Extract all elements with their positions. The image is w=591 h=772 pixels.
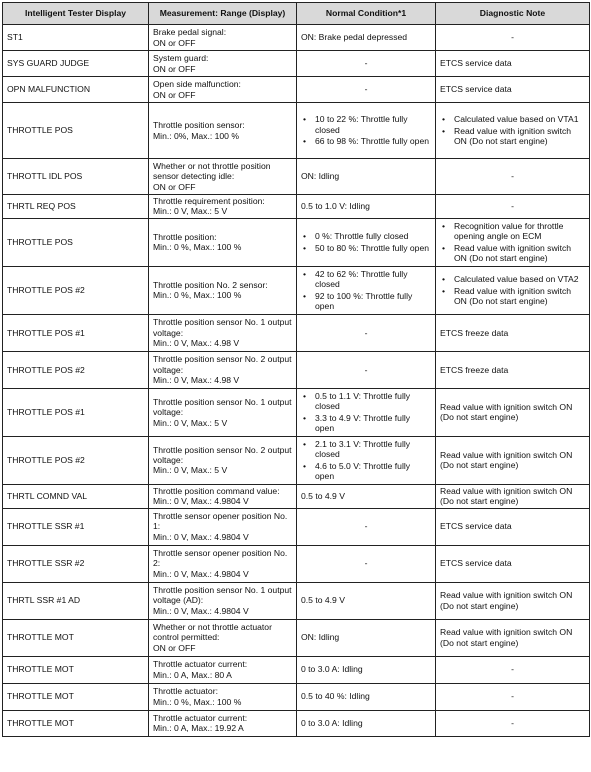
- cell-normal-condition: -: [297, 51, 436, 77]
- cell-tester-display: ST1: [3, 25, 149, 51]
- cell-measurement-range: Throttle actuator: Min.: 0 %, Max.: 100 %: [149, 683, 297, 710]
- cell-normal-condition: 0.5 to 4.9 V: [297, 484, 436, 508]
- bullet-list: [440, 274, 585, 306]
- table-row: [3, 103, 590, 159]
- bullet-item: • 92 to 100 %: Throttle fully open: [301, 291, 431, 312]
- cell-measurement-range: Throttle position sensor No. 1 output voltage: Min.: 0 V, Max.: 4.98 V: [149, 314, 297, 351]
- cell-diagnostic-note: -: [436, 656, 590, 683]
- cell-diagnostic-note: -: [436, 25, 590, 51]
- bullet-item: • 66 to 98 %: Throttle fully open: [301, 136, 431, 146]
- cell-diagnostic-note: -: [436, 710, 590, 736]
- header-tester-display: Intelligent Tester Display: [3, 3, 149, 25]
- bullet-list: [301, 439, 431, 482]
- table-row: [3, 619, 590, 656]
- cell-measurement-range: Throttle position command value: Min.: 0 V, Max.: 4.9804 V: [149, 484, 297, 508]
- cell-tester-display: THROTTLE POS #1: [3, 314, 149, 351]
- cell-normal-condition: 0.5 to 1.0 V: Idling: [297, 195, 436, 219]
- table-header: [3, 3, 590, 25]
- cell-diagnostic-note: Read value with ignition switch ON (Do not start engine): [436, 484, 590, 508]
- table-row: [3, 195, 590, 219]
- cell-tester-display: SYS GUARD JUDGE: [3, 51, 149, 77]
- bullet-list: [440, 221, 585, 264]
- cell-measurement-range: Brake pedal signal: ON or OFF: [149, 25, 297, 51]
- table-row: [3, 710, 590, 736]
- bullet-item: • Recognition value for throttle opening angle on ECM: [440, 221, 585, 242]
- cell-normal-condition: ON: Brake pedal depressed: [297, 25, 436, 51]
- cell-tester-display: THROTTLE MOT: [3, 619, 149, 656]
- header-normal-condition: Normal Condition*1: [297, 3, 436, 25]
- cell-tester-display: THROTTLE POS #2: [3, 266, 149, 314]
- table-row: [3, 351, 590, 388]
- cell-normal-condition: 0 to 3.0 A: Idling: [297, 656, 436, 683]
- bullet-item: • 2.1 to 3.1 V: Throttle fully closed: [301, 439, 431, 460]
- cell-diagnostic-note: [436, 103, 590, 159]
- cell-tester-display: THROTTLE POS: [3, 218, 149, 266]
- cell-diagnostic-note: ETCS service data: [436, 545, 590, 582]
- table-row: [3, 266, 590, 314]
- cell-diagnostic-note: ETCS service data: [436, 51, 590, 77]
- table-row: [3, 484, 590, 508]
- cell-normal-condition: [297, 266, 436, 314]
- bullet-list: [440, 114, 585, 146]
- bullet-item: • Calculated value based on VTA2: [440, 274, 585, 284]
- cell-diagnostic-note: ETCS freeze data: [436, 314, 590, 351]
- bullet-item: • 50 to 80 %: Throttle fully open: [301, 243, 431, 253]
- cell-measurement-range: Throttle position sensor No. 1 output voltage: Min.: 0 V, Max.: 5 V: [149, 388, 297, 436]
- cell-measurement-range: Throttle sensor opener position No. 1: Min.: 0 V, Max.: 4.9804 V: [149, 508, 297, 545]
- cell-diagnostic-note: [436, 266, 590, 314]
- table-row: [3, 508, 590, 545]
- table-row: [3, 436, 590, 484]
- cell-measurement-range: Whether or not throttle position sensor detecting idle: ON or OFF: [149, 159, 297, 195]
- cell-normal-condition: -: [297, 77, 436, 103]
- table-row: [3, 656, 590, 683]
- cell-normal-condition: ON: Idling: [297, 619, 436, 656]
- cell-normal-condition: ON: Idling: [297, 159, 436, 195]
- cell-tester-display: THRTL COMND VAL: [3, 484, 149, 508]
- bullet-list: [301, 231, 431, 253]
- bullet-item: • 3.3 to 4.9 V: Throttle fully open: [301, 413, 431, 434]
- cell-normal-condition: [297, 218, 436, 266]
- bullet-item: • 0 %: Throttle fully closed: [301, 231, 431, 241]
- table-row: [3, 51, 590, 77]
- bullet-list: [301, 391, 431, 434]
- cell-tester-display: THROTTLE MOT: [3, 710, 149, 736]
- cell-tester-display: THROTTLE MOT: [3, 683, 149, 710]
- bullet-item: • 10 to 22 %: Throttle fully closed: [301, 114, 431, 135]
- table-row: [3, 314, 590, 351]
- cell-diagnostic-note: -: [436, 159, 590, 195]
- cell-measurement-range: System guard: ON or OFF: [149, 51, 297, 77]
- cell-normal-condition: -: [297, 508, 436, 545]
- header-row: [3, 3, 590, 25]
- cell-measurement-range: Open side malfunction: ON or OFF: [149, 77, 297, 103]
- table-row: [3, 582, 590, 619]
- cell-diagnostic-note: ETCS service data: [436, 508, 590, 545]
- cell-tester-display: THROTTLE POS: [3, 103, 149, 159]
- table-row: [3, 388, 590, 436]
- bullet-item: • 4.6 to 5.0 V: Throttle fully open: [301, 461, 431, 482]
- cell-diagnostic-note: ETCS service data: [436, 77, 590, 103]
- cell-tester-display: THRTL REQ POS: [3, 195, 149, 219]
- table-row: [3, 25, 590, 51]
- diagnostic-data-table: [2, 2, 590, 737]
- bullet-item: • Read value with ignition switch ON (Do not start engine): [440, 243, 585, 264]
- header-diagnostic-note: Diagnostic Note: [436, 3, 590, 25]
- table-row: [3, 159, 590, 195]
- cell-tester-display: THROTTLE POS #1: [3, 388, 149, 436]
- cell-diagnostic-note: Read value with ignition switch ON (Do not start engine): [436, 619, 590, 656]
- cell-measurement-range: Throttle sensor opener position No. 2: Min.: 0 V, Max.: 4.9804 V: [149, 545, 297, 582]
- cell-measurement-range: Throttle position: Min.: 0 %, Max.: 100 %: [149, 218, 297, 266]
- cell-diagnostic-note: Read value with ignition switch ON (Do not start engine): [436, 582, 590, 619]
- cell-measurement-range: Throttle position No. 2 sensor: Min.: 0 %, Max.: 100 %: [149, 266, 297, 314]
- bullet-item: • 0.5 to 1.1 V: Throttle fully closed: [301, 391, 431, 412]
- bullet-list: [301, 114, 431, 146]
- cell-tester-display: THROTTLE POS #2: [3, 436, 149, 484]
- bullet-item: • Read value with ignition switch ON (Do not start engine): [440, 286, 585, 307]
- cell-normal-condition: 0.5 to 4.9 V: [297, 582, 436, 619]
- table-row: [3, 545, 590, 582]
- table-row: [3, 683, 590, 710]
- table-row: [3, 218, 590, 266]
- cell-measurement-range: Throttle position sensor No. 2 output voltage: Min.: 0 V, Max.: 5 V: [149, 436, 297, 484]
- cell-diagnostic-note: [436, 218, 590, 266]
- bullet-item: • 42 to 62 %: Throttle fully closed: [301, 269, 431, 290]
- bullet-item: • Read value with ignition switch ON (Do not start engine): [440, 126, 585, 147]
- cell-normal-condition: 0.5 to 40 %: Idling: [297, 683, 436, 710]
- cell-normal-condition: [297, 103, 436, 159]
- cell-diagnostic-note: Read value with ignition switch ON (Do not start engine): [436, 388, 590, 436]
- cell-tester-display: THRTL SSR #1 AD: [3, 582, 149, 619]
- cell-measurement-range: Whether or not throttle actuator control permitted: ON or OFF: [149, 619, 297, 656]
- header-measurement-range: Measurement: Range (Display): [149, 3, 297, 25]
- cell-tester-display: THROTTLE POS #2: [3, 351, 149, 388]
- cell-normal-condition: -: [297, 351, 436, 388]
- cell-tester-display: OPN MALFUNCTION: [3, 77, 149, 103]
- cell-normal-condition: 0 to 3.0 A: Idling: [297, 710, 436, 736]
- cell-measurement-range: Throttle position sensor: Min.: 0%, Max.: 100 %: [149, 103, 297, 159]
- table-row: [3, 77, 590, 103]
- bullet-item: • Calculated value based on VTA1: [440, 114, 585, 124]
- cell-measurement-range: Throttle actuator current: Min.: 0 A, Max.: 19.92 A: [149, 710, 297, 736]
- cell-normal-condition: [297, 436, 436, 484]
- cell-normal-condition: -: [297, 545, 436, 582]
- table-body: [3, 25, 590, 737]
- cell-normal-condition: [297, 388, 436, 436]
- cell-tester-display: THROTTLE SSR #1: [3, 508, 149, 545]
- cell-diagnostic-note: -: [436, 195, 590, 219]
- cell-measurement-range: Throttle position sensor No. 2 output voltage: Min.: 0 V, Max.: 4.98 V: [149, 351, 297, 388]
- cell-tester-display: THROTTLE SSR #2: [3, 545, 149, 582]
- cell-measurement-range: Throttle requirement position: Min.: 0 V, Max.: 5 V: [149, 195, 297, 219]
- cell-diagnostic-note: -: [436, 683, 590, 710]
- cell-tester-display: THROTTL IDL POS: [3, 159, 149, 195]
- cell-measurement-range: Throttle position sensor No. 1 output voltage (AD): Min.: 0 V, Max.: 4.9804 V: [149, 582, 297, 619]
- cell-measurement-range: Throttle actuator current: Min.: 0 A, Max.: 80 A: [149, 656, 297, 683]
- cell-diagnostic-note: Read value with ignition switch ON (Do not start engine): [436, 436, 590, 484]
- cell-tester-display: THROTTLE MOT: [3, 656, 149, 683]
- cell-diagnostic-note: ETCS freeze data: [436, 351, 590, 388]
- bullet-list: [301, 269, 431, 312]
- cell-normal-condition: -: [297, 314, 436, 351]
